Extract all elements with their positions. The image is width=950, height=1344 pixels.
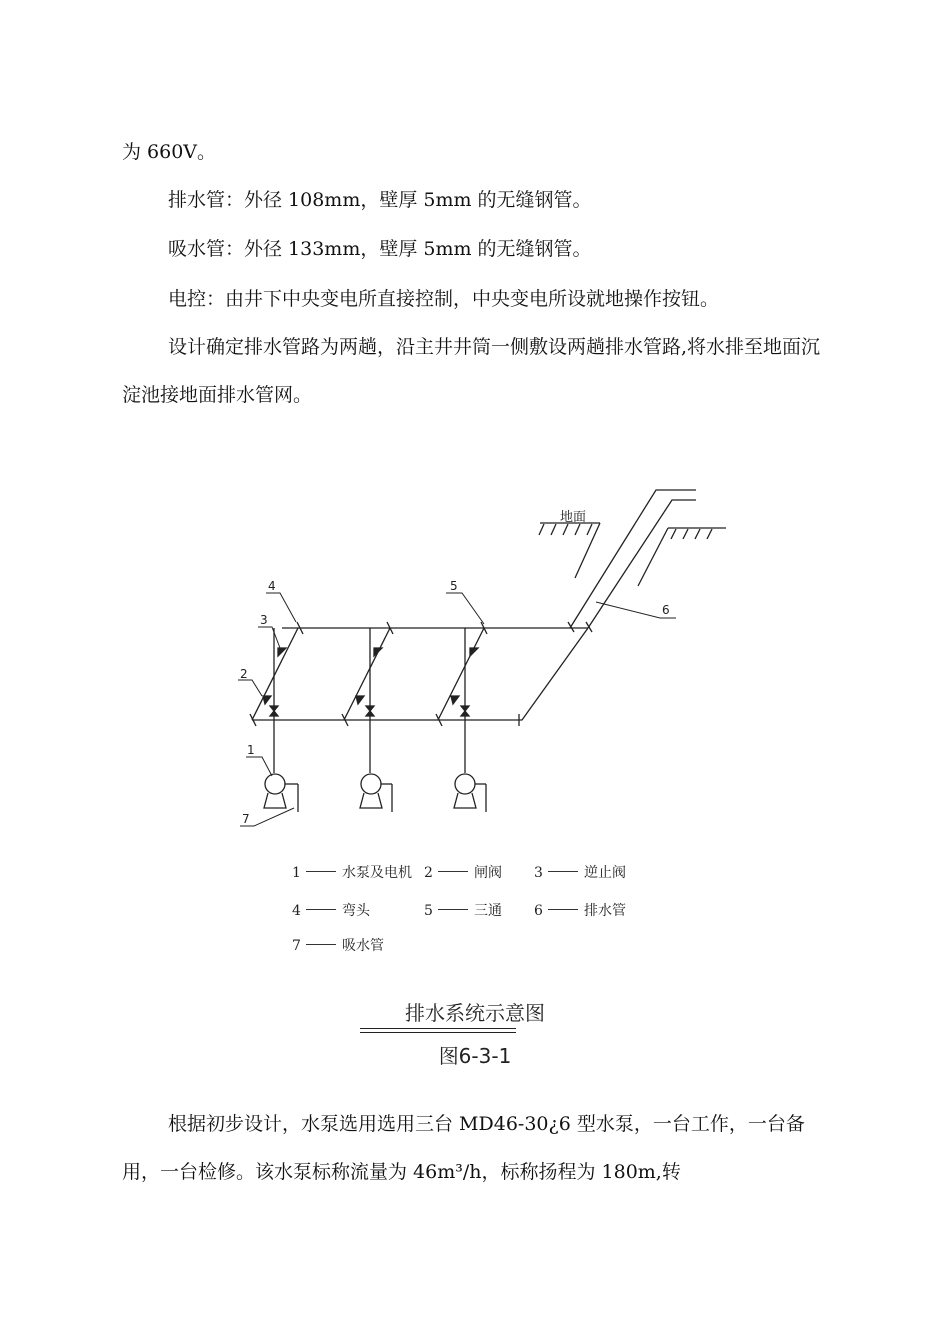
callout-4: 4 [268,579,276,593]
legend-item-suction-pipe: 7 吸水管 [292,938,384,954]
caption-rule [360,1027,516,1035]
figure-title: 排水系统示意图 [405,1001,545,1025]
pump-branch-3 [436,622,487,812]
callout-5: 5 [450,579,458,593]
paragraph-voltage: 为 660V。 [122,141,217,163]
pump-branch-1 [250,622,303,812]
paragraph-pipeline-design: 设计确定排水管路为两趟，沿主井井筒一侧敷设两趟排水管路,将水排至地面沉淀池接地面排水管网。 [122,336,821,406]
callout-3: 3 [260,613,268,627]
paragraph-drain-pipe: 排水管：外径 108mm，壁厚 5mm 的无缝钢管。 [168,189,592,211]
ground-surface-right [638,528,726,586]
callout-6: 6 [662,603,670,617]
callout-2: 2 [240,667,248,681]
ground-surface-left [539,523,600,578]
legend-item-gate-valve: 2 闸阀 [424,865,502,881]
lower-header-pipe [252,628,588,720]
legend-item-tee: 5 三通 [424,903,502,919]
legend-item-pump-motor: 1 水泵及电机 [292,865,412,881]
figure-number: 图6-3-1 [438,1044,512,1068]
paragraph-suction-pipe: 吸水管：外径 133mm，壁厚 5mm 的无缝钢管。 [168,238,592,260]
ground-label: 地面 [560,510,587,525]
paragraph-electric-control: 电控：由井下中央变电所直接控制，中央变电所设就地操作按钮。 [168,288,720,310]
paragraph-pump-selection: 根据初步设计，水泵选用选用三台 MD46-30¿6 型水泵，一台工作，一台备用，一台检修。该水泵标称流量为 46m³/h，标称扬程为 180m,转 [122,1113,805,1183]
callout-1: 1 [247,743,255,757]
legend-item-drain-pipe: 6 排水管 [534,903,626,919]
pump-branch-2 [342,622,393,812]
callout-7: 7 [242,812,250,826]
legend-item-elbow: 4 弯头 [292,903,370,919]
legend-item-check-valve: 3 逆止阀 [534,865,626,881]
